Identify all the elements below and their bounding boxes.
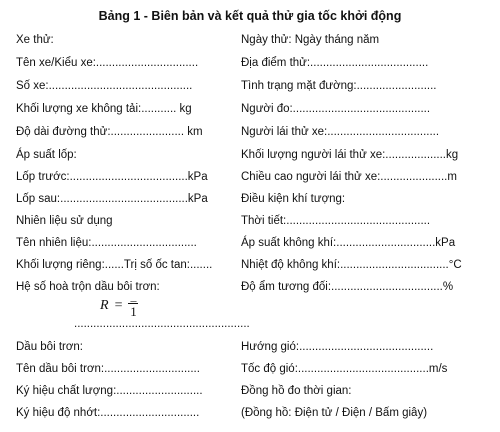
left-row-vehicle-number: Số xe:............................................. [16,80,193,92]
left-row-rear-tyre: Lốp sau:........................................kPa [16,193,208,205]
document-title: Bảng 1 - Biên bản và kết quả thử gia tốc khởi động [98,9,402,23]
left-row-fuel-name: Tên nhiên liệu:................................. [16,237,197,249]
left-row-unladen-mass: Khối lượng xe không tải:........... kg [16,103,192,115]
right-row-timer: Đồng hồ đo thời gian: [241,385,352,397]
right-row-air-temperature: Nhiệt độ không khí:..................................°C [241,259,462,271]
formula-denominator: 1 [130,304,137,319]
formula-fraction [128,294,138,318]
right-row-test-location: Địa điểm thử:..................................... [241,57,429,69]
mix-ratio-formula [100,294,138,318]
formula-equals: = [114,298,123,313]
left-row-oil-mix-ratio: Hệ số hoà trộn dầu bôi trơn: [16,281,160,293]
right-row-relative-humidity: Độ ẩm tương đối:...................................% [241,281,454,293]
right-row-wind-speed: Tốc độ gió:.........................................m/s [241,363,448,375]
right-row-weather-conditions: Điều kiện khí tượng: [241,193,346,205]
right-row-wind-direction: Hướng gió:.......................................... [241,341,434,353]
right-row-measurer: Người đo:........................................... [241,103,431,115]
left-row-quality-code: Ký hiệu chất lượng:........................... [16,385,203,397]
left-row-fuel-used: Nhiên liệu sử dụng [16,215,113,227]
left-row-vehicle-name: Tên xe/Kiểu xe:................................ [16,57,199,69]
formula-variable: R [100,298,109,313]
formula-numerator: – [130,293,137,307]
left-row-lubricant: Dầu bôi trơn: [16,341,83,353]
right-row-test-driver: Người lái thử xe:................................... [241,126,440,138]
right-row-test-date: Ngày thử: Ngày tháng năm [241,34,380,46]
right-row-weather: Thời tiết:............................................. [241,215,431,227]
right-row-road-condition: Tình trạng mặt đường:......................... [241,80,437,92]
left-row-viscosity-code: Ký hiệu độ nhớt:............................... [16,407,200,419]
left-row-density-octane: Khối lượng riêng:......Trị số ốc tan:....... [16,259,213,271]
right-row-timer-types: (Đồng hồ: Điện tử / Điện / Bấm giây) [241,407,428,419]
left-row-track-length: Độ dài đường thử:....................... km [16,126,203,138]
left-row-tyre-pressure: Áp suất lốp: [16,149,77,161]
left-row-front-tyre: Lốp trước:.....................................kPa [16,171,208,183]
left-row-ratio-blank: ....................................................... [74,318,250,330]
right-row-air-pressure: Áp suất không khí:...............................kPa [241,237,456,249]
left-row-lubricant-name: Tên dầu bôi trơn:.............................. [16,363,200,375]
right-row-driver-mass: Khối lượng người lái thử xe:...................kg [241,149,459,161]
left-row-test-vehicle: Xe thử: [16,34,54,46]
right-row-driver-height: Chiều cao người lái thử xe:.....................m [241,171,457,183]
